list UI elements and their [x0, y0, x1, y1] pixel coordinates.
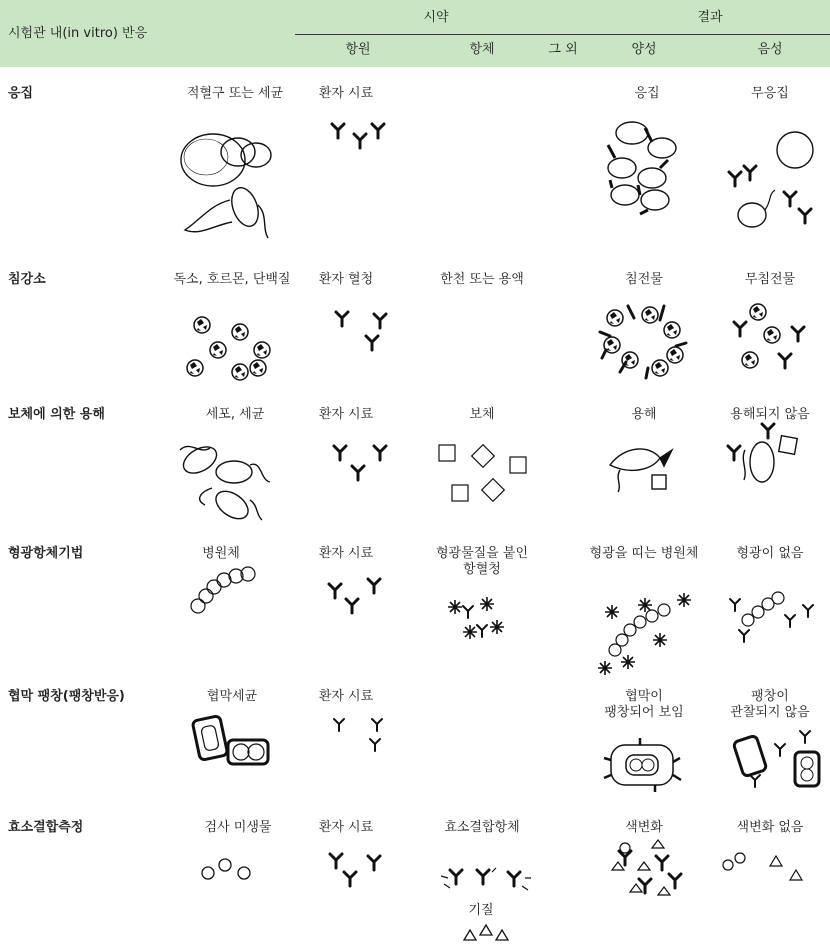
- header-negative: 음성: [757, 42, 783, 57]
- header-in-vitro-label: 시험관 내(in vitro) 반응: [8, 26, 148, 41]
- no-capsule-swelling-illustration: [733, 731, 819, 787]
- cell-antibody: 환자 시료: [318, 820, 374, 835]
- cell-positive: 형광을 띠는 병원체: [589, 546, 699, 561]
- cell-antibody: 환자 시료: [318, 689, 374, 704]
- pathogen-chain-illustration: [191, 567, 255, 613]
- test-microbe-illustration: [202, 859, 250, 879]
- cell-antigen: 병원체: [202, 546, 240, 561]
- header-reagents: 시약: [423, 10, 449, 25]
- no-agglutination-illustration: [729, 132, 813, 227]
- cell-antigen: 적혈구 또는 세균: [186, 86, 284, 101]
- antibody-illustration: [330, 854, 380, 886]
- cell-antibody: 환자 시료: [318, 407, 374, 422]
- header-antibody: 항체: [469, 42, 495, 57]
- cell-positive: 용해: [631, 407, 657, 422]
- precipitate-illustration: [600, 306, 686, 378]
- cell-negative: 무응집: [751, 86, 789, 101]
- cell-antigen: 독소, 호르몬, 단백질: [173, 272, 291, 287]
- cell-antigen: 협막세균: [206, 689, 258, 704]
- cell-antibody: 환자 시료: [318, 86, 374, 101]
- cell-other: 보체: [469, 407, 495, 422]
- no-lysis-illustration: [728, 424, 797, 482]
- cell-positive: 응집: [634, 86, 660, 101]
- row-label-agglutination: 응집: [8, 86, 34, 101]
- header-positive: 양성: [631, 42, 657, 57]
- cell-antigen: 세포, 세균: [205, 407, 265, 422]
- cell-negative: 색변화 없음: [736, 820, 804, 835]
- substrate-label: 기질: [468, 903, 494, 918]
- antibody-illustration: [334, 719, 382, 751]
- cell-negative: 팽창이 관찰되지 않음: [730, 689, 810, 720]
- row-label-elisa: 효소결합측정: [8, 820, 84, 835]
- color-change-illustration: [612, 840, 681, 895]
- substrate-illustration: [464, 925, 508, 940]
- cell-positive: 협막이 팽창되어 보임: [604, 689, 684, 720]
- antibody-illustration: [336, 312, 386, 350]
- antibody-illustration: [332, 124, 384, 148]
- cell-negative: 형광이 없음: [736, 546, 804, 561]
- antibody-illustration: [334, 446, 386, 480]
- header-other: 그 외: [548, 42, 578, 57]
- cell-negative: 무침전물: [744, 272, 796, 287]
- no-color-change-illustration: [723, 853, 802, 880]
- row-label-precipitin: 침강소: [8, 272, 46, 287]
- no-fluorescence-illustration: [730, 592, 813, 642]
- cell-antigen: 검사 미생물: [204, 820, 272, 835]
- cell-antibody: 환자 혈청: [318, 272, 374, 287]
- no-precipitate-illustration: [734, 304, 804, 368]
- cell-other: 한천 또는 용액: [440, 272, 524, 287]
- lysis-illustration: [610, 449, 672, 492]
- agglutination-illustration: [608, 122, 676, 214]
- complement-illustration: [439, 445, 526, 502]
- header-results: 결과: [697, 10, 723, 25]
- header-antigen: 항원: [345, 42, 371, 57]
- cell-positive: 색변화: [625, 820, 663, 835]
- cell-positive: 침전물: [625, 272, 663, 287]
- fluorescent-pathogen-illustration: [598, 593, 691, 675]
- row-label-fluorescent-antibody: 형광항체기법: [8, 546, 84, 561]
- row-label-complement-lysis: 보체에 의한 용해: [8, 407, 105, 422]
- row-label-capsule-swelling: 협막 팽창(팽창반응): [8, 689, 125, 704]
- capsule-swelling-illustration: [604, 738, 681, 792]
- rbc-bacteria-illustration: [181, 134, 271, 238]
- cells-bacteria-illustration: [179, 441, 270, 524]
- toxin-particles-illustration: [187, 317, 270, 380]
- cell-other: 형광물질을 붙인 항혈청: [435, 546, 529, 577]
- cell-other: 효소결합항체: [444, 820, 520, 835]
- capsule-bacteria-illustration: [192, 716, 268, 764]
- enzyme-antibody-illustration: [441, 868, 531, 890]
- fluorescent-antiserum-illustration: [448, 597, 504, 639]
- antibody-illustration: [329, 579, 380, 613]
- cell-antibody: 환자 시료: [318, 546, 374, 561]
- cell-negative: 용해되지 않음: [730, 407, 810, 422]
